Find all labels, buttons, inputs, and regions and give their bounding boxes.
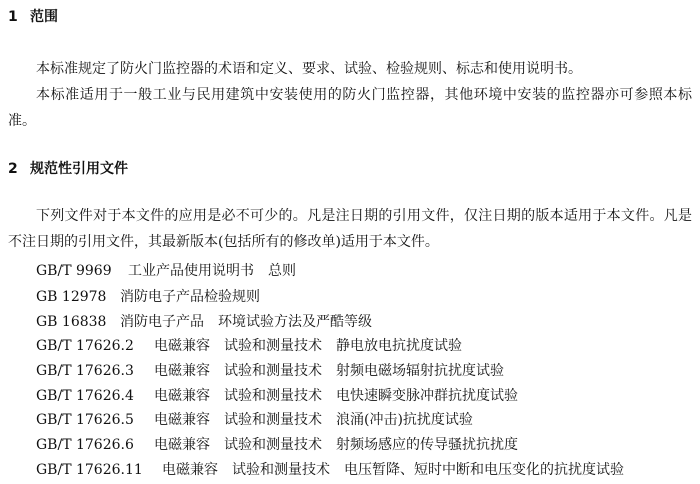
- reference-item: [36, 459, 624, 479]
- reference-item: [36, 286, 260, 306]
- reference-code: GB 16838: [36, 314, 107, 330]
- reference-code: GB/T 17626.4: [36, 388, 134, 404]
- reference-title: 工业产品使用说明书 总则: [128, 263, 296, 279]
- reference-item: [36, 409, 473, 429]
- reference-code: GB/T 17626.3: [36, 363, 134, 379]
- reference-title: 电磁兼容 试验和测量技术 静电放电抗扰度试验: [154, 338, 462, 354]
- section-1-number: 1: [8, 9, 18, 25]
- reference-item: [36, 260, 296, 280]
- section-2-title: 规范性引用文件: [30, 161, 128, 177]
- reference-code: GB/T 17626.2: [36, 338, 134, 354]
- section-2-intro: 下列文件对于本文件的应用是必不可少的。凡是注日期的引用文件，仅注日期的版本适用于本文件。凡是不注日期的引用文件，其最新版本(包括所有的修改单)适用于本文件。: [8, 208, 692, 250]
- reference-item: [36, 385, 518, 405]
- reference-code: GB/T 9969: [36, 263, 112, 279]
- reference-code: GB/T 17626.11: [36, 462, 143, 478]
- reference-title: 消防电子产品检验规则: [120, 289, 260, 305]
- reference-item: [36, 311, 372, 331]
- reference-title: 消防电子产品 环境试验方法及严酷等级: [120, 314, 372, 330]
- reference-code: GB 12978: [36, 289, 107, 305]
- reference-code: GB/T 17626.6: [36, 437, 134, 453]
- section-1-paragraph-2: 本标准适用于一般工业与民用建筑中安装使用的防火门监控器，其他环境中安装的监控器亦可参照本标准。: [8, 87, 692, 129]
- reference-code: GB/T 17626.5: [36, 412, 134, 428]
- section-1-heading: [8, 6, 58, 26]
- reference-title: 电磁兼容 试验和测量技术 电快速瞬变脉冲群抗扰度试验: [154, 388, 518, 404]
- reference-item: [36, 335, 462, 355]
- reference-item: [36, 360, 504, 380]
- section-1-paragraph-1: 本标准规定了防火门监控器的术语和定义、要求、试验、检验规则、标志和使用说明书。: [36, 61, 582, 77]
- reference-item: [36, 434, 518, 454]
- reference-title: 电磁兼容 试验和测量技术 浪涌(冲击)抗扰度试验: [154, 412, 473, 428]
- section-2-heading: [8, 158, 128, 178]
- reference-title: 电磁兼容 试验和测量技术 射频场感应的传导骚扰抗扰度: [154, 437, 518, 453]
- section-1-title: 范围: [30, 9, 58, 25]
- reference-title: 电磁兼容 试验和测量技术 射频电磁场辐射抗扰度试验: [154, 363, 504, 379]
- section-2-number: 2: [8, 161, 18, 177]
- reference-title: 电磁兼容 试验和测量技术 电压暂降、短时中断和电压变化的抗扰度试验: [162, 462, 624, 478]
